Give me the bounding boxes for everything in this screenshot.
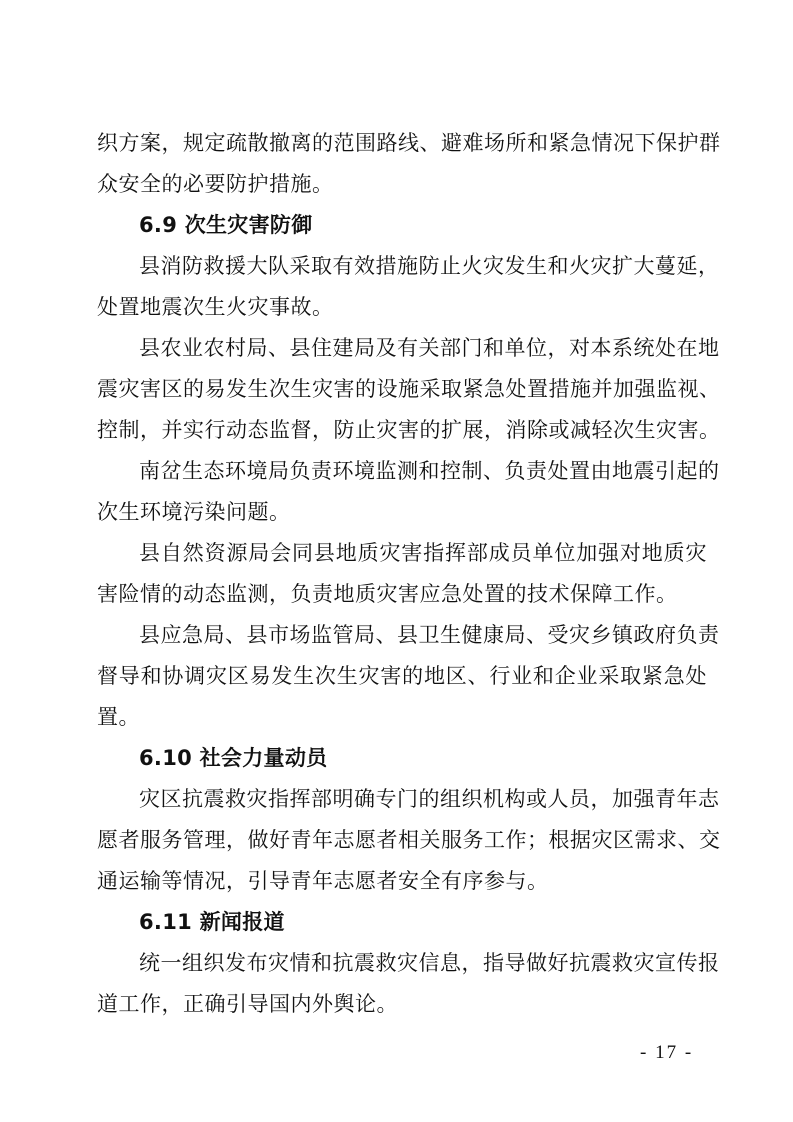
body-text-line: 震灾害区的易发生次生灾害的设施采取紧急处置措施并加强监视、 <box>97 377 721 401</box>
body-text-line: 愿者服务管理，做好青年志愿者相关服务工作；根据灾区需求、交 <box>97 828 721 852</box>
body-text-line: 置。 <box>97 705 140 729</box>
body-text-line: 统一组织发布灾情和抗震救灾信息，指导做好抗震救灾宣传报 <box>139 951 720 975</box>
body-text-line: 次生环境污染问题。 <box>97 500 291 524</box>
body-text-line: 众安全的必要防护措施。 <box>97 172 334 196</box>
body-text-line: 南岔生态环境局负责环境监测和控制、负责处置由地震引起的 <box>139 459 720 483</box>
section-heading-6-11: 6.11 新闻报道 <box>139 910 285 934</box>
body-text-line: 县消防救援大队采取有效措施防止火灾发生和火灾扩大蔓延， <box>139 254 720 278</box>
body-text-line: 督导和协调灾区易发生次生灾害的地区、行业和企业采取紧急处 <box>97 664 707 688</box>
body-text-line: 灾区抗震救灾指挥部明确专门的组织机构或人员，加强青年志 <box>139 787 720 811</box>
body-text-line: 县农业农村局、县住建局及有关部门和单位，对本系统处在地 <box>139 336 720 360</box>
body-text-line: 控制，并实行动态监督，防止灾害的扩展，消除或减轻次生灾害。 <box>97 418 721 442</box>
body-text-line: 县自然资源局会同县地质灾害指挥部成员单位加强对地质灾 <box>139 541 707 565</box>
body-text-line: 道工作，正确引导国内外舆论。 <box>97 992 398 1016</box>
page-number: - 17 - <box>640 1042 694 1063</box>
body-text-line: 害险情的动态监测，负责地质灾害应急处置的技术保障工作。 <box>97 582 678 606</box>
body-text-line: 通运输等情况，引导青年志愿者安全有序参与。 <box>97 869 549 893</box>
body-text-line: 织方案，规定疏散撤离的范围路线、避难场所和紧急情况下保护群 <box>97 131 721 155</box>
body-text-line: 处置地震次生火灾事故。 <box>97 295 334 319</box>
section-heading-6-10: 6.10 社会力量动员 <box>139 746 328 770</box>
section-heading-6-9: 6.9 次生灾害防御 <box>139 213 313 237</box>
body-text-line: 县应急局、县市场监管局、县卫生健康局、受灾乡镇政府负责 <box>139 623 720 647</box>
